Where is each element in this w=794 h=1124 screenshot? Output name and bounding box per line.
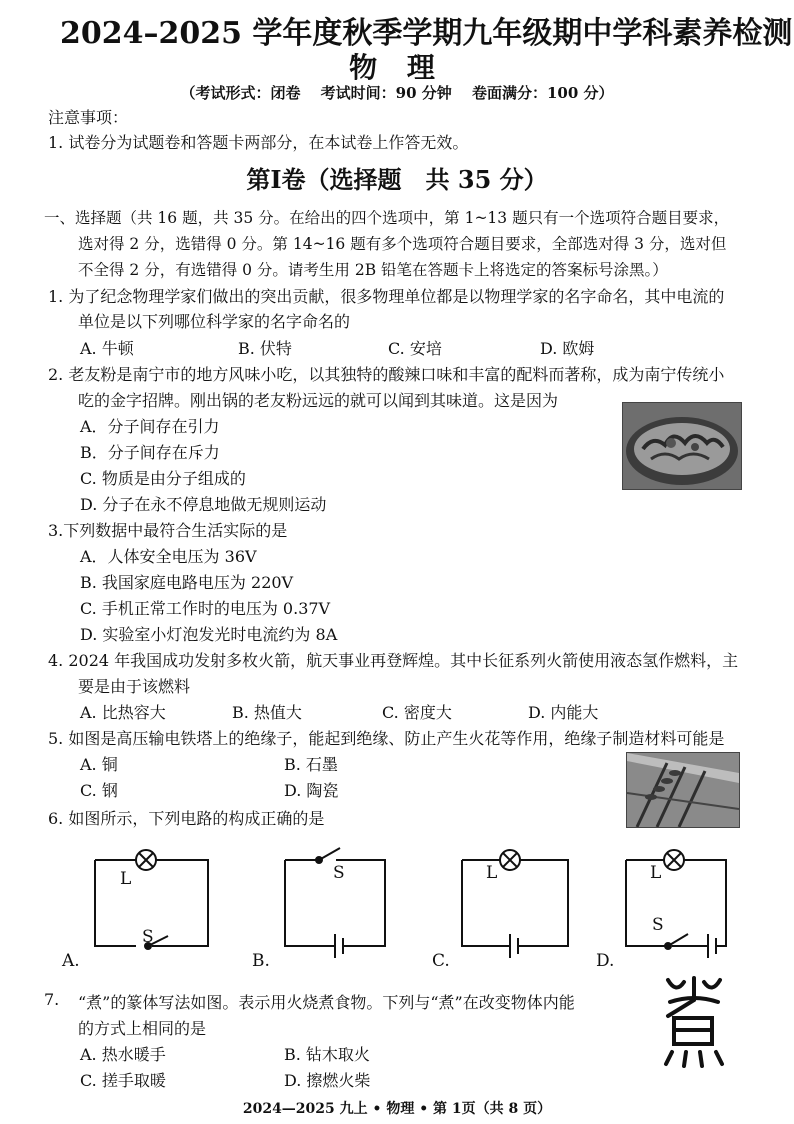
option-c-label: C. [432,951,450,971]
q5-option-d: D. 陶瓷 [284,781,339,800]
switch-label: S [142,927,154,947]
notes-heading: 注意事项： [48,108,129,127]
lamp-label: L [650,863,662,883]
insulator-photo [626,752,740,828]
q2-option-a: A．分子间存在引力 [80,417,220,436]
instructions-line: 不全得 2 分，有选错得 0 分。请考生用 2B 铅笔在答题卡上将选定的答案标号涂黑。） [78,261,668,279]
lamp-label: L [120,869,132,889]
section-title: 第Ⅰ卷（选择题 共 35 分） [246,165,548,194]
circuit-d [626,850,726,958]
instructions-line: 选对得 2 分，选错得 0 分。第 14~16 题有多个选项符合题目要求，全部选对得 3 分，选对但 [78,235,727,253]
notes-item-1: 1. 试卷分为试题卷和答题卡两部分，在本试卷上作答无效。 [48,133,469,152]
q7-option-c: C. 搓手取暖 [80,1071,166,1090]
q1-option-a: A. 牛顿 [80,339,134,358]
q6-circuit-diagrams [40,838,760,974]
question-5-text: 5. 如图是高压输电铁塔上的绝缘子，能起到绝缘、防止产生火花等作用，绝缘子制造材料可能是 [48,729,725,748]
q1-option-b: B. 伏特 [238,339,292,358]
q7-option-a: A. 热水暖手 [80,1045,166,1064]
q3-option-d: D. 实验室小灯泡发光时电流约为 8A [80,625,338,644]
circuit-c [462,850,568,958]
lamp-label: L [486,863,498,883]
q3-option-b: B. 我国家庭电路电压为 220V [80,573,294,592]
option-d-label: D. [596,951,615,971]
q2-option-c: C. 物质是由分子组成的 [80,469,246,488]
q4-option-c: C. 密度大 [382,703,452,722]
page-footer: 2024—2025 九上 • 物理 • 第 1页（共 8 页） [242,1101,552,1117]
subject-title: 物 理 [349,51,445,84]
switch-label: S [652,915,664,935]
q4-option-a: A. 比热容大 [80,703,166,722]
q1-option-c: C. 安培 [388,339,442,358]
q5-option-c: C. 钢 [80,781,118,800]
q5-option-b: B. 石墨 [284,755,338,774]
q3-option-c: C. 手机正常工作时的电压为 0.37V [80,599,331,618]
question-7-number: 7. [44,990,60,1009]
q4-option-d: D. 内能大 [528,703,599,722]
question-7-text: “煮”的篆体写法如图。表示用火烧煮食物。下列与“煮”在改变物体内能 [78,993,575,1012]
q4-option-b: B. 热值大 [232,703,302,722]
exam-info: （考试形式：闭卷 考试时间：90 分钟 卷面满分：100 分） [180,84,614,102]
noodle-bowl-photo [622,402,742,490]
q2-option-d: D. 分子在永不停息地做无规则运动 [80,495,327,514]
q2-option-b: B．分子间存在斥力 [80,443,220,462]
question-6-text: 6. 如图所示，下列电路的构成正确的是 [48,809,325,828]
switch-icon [319,848,340,860]
question-4-text: 4. 2024 年我国成功发射多枚火箭，航天事业再登辉煌。其中长征系列火箭使用液态氢作燃料，主 [48,651,739,670]
q1-option-d: D. 欧姆 [540,339,595,358]
option-b-label: B. [252,951,270,971]
q3-option-a: A．人体安全电压为 36V [80,547,257,566]
switch-label: S [333,863,345,883]
question-2-text: 2. 老友粉是南宁市的地方风味小吃，以其独特的酸辣口味和丰富的配料而著称，成为南宁传统小 [48,365,725,384]
q7-option-d: D. 擦燃火柴 [284,1071,371,1090]
question-3-text: 3.下列数据中最符合生活实际的是 [48,521,288,540]
question-2-text: 吃的金字招牌。刚出锅的老友粉远远的就可以闻到其味道。这是因为 [78,391,559,410]
option-a-label: A. [62,951,80,971]
q5-option-a: A. 铜 [80,755,118,774]
q7-option-b: B. 钻木取火 [284,1045,370,1064]
instructions-line: 一、选择题（共 16 题，共 35 分。在给出的四个选项中，第 1~13 题只有一个选项符合题目要求， [44,209,730,227]
question-1-text: 1. 为了纪念物理学家们做出的突出贡献，很多物理单位都是以物理学家的名字命名，其中电流的 [48,287,725,306]
question-7-text: 的方式上相同的是 [78,1019,207,1038]
zhu-seal-script-glyph [654,972,734,1072]
exam-title: 2024–2025 学年度秋季学期九年级期中学科素养检测 [60,16,793,51]
question-1-text: 单位是以下列哪位科学家的名字命名的 [78,312,351,331]
question-4-text: 要是由于该燃料 [78,677,191,696]
